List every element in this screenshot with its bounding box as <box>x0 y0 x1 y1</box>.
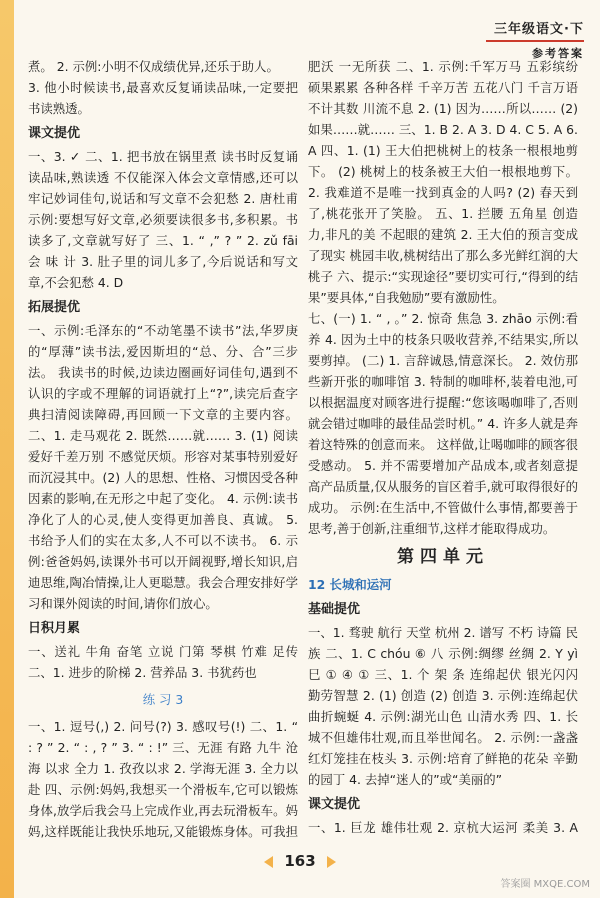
right-column <box>308 56 578 838</box>
paragraph: 3. 他小时候读书,最喜欢反复诵读品味,一定要把书读熟透。 <box>28 80 298 116</box>
paragraph: 一、3. ✓ 二、1. 把书放在锅里煮 读书时反复诵读品味,熟读透 不仅能深入体会文章情感,还可以牢记妙词佳句,说话和写文章不会犯愁 2. 唐杜甫 示例:要想写好文章,必须要读很多书,多积累。书读多了,文章就写好了 三、1. “ ,” ? ” 2. zǔ fāi 会 味 计 3. 肚子里的词儿多了,今后说话和写文章,不会犯愁 4. D <box>28 149 298 290</box>
paragraph: 肥沃 一无所获 二、1. 示例:千军万马 五彩缤纷 硕果累累 各种各样 千辛万苦 五花八门 千言万语 不计其数 川流不息 2. (1) 因为……所以…… (2) 如果……就…… 三、1. B 2. A 3. D 4. C 5. A 6. A 四、1. (1) 王大伯把桃树上的枝条一根根地剪下。 (2) 桃树上的枝条被王大伯一根根地剪下。 2. 我难道不是唯一找到真金的人吗? (2) 春天到了,桃花张开了笑脸。 五、1. 拦腰 五角星 创造力,非凡的美 不起眼的建筑 2. 王大伯的预言变成了现实 桃园丰收,桃树结出了那么多光鲜红润的大桃子 六、提示:“实现途径”要切实可行,“得到的结果”要具体,“自我勉励”要有激励性。 <box>308 59 578 305</box>
section-heading: 基础提优 <box>308 602 361 617</box>
paragraph: 一、示例:毛泽东的“不动笔墨不读书”法,华罗庚的“厚薄”读书法,爱因斯坦的“总、分、合”三步法。 我读书的时候,边读边圈画好词佳句,遇到不认识的字或不理解的词语就打上“?”,读完后查字典扫清阅读障碍,再回顾一下文章的主要内容。 二、1. 走马观花 2. 既然……就…… 3. (1) 阅读爱好千差万别 不感觉厌烦。形容对某事特别爱好而沉浸其中。(2) 人的思想、性格、习惯因受各种因素的影响,在无形之中起了变化。 4. 示例:读书净化了人的心灵,使人变得更加善良、真诚。 5. 书给予人们的实在太多,人不可以不读书。 6. 示例:爸爸妈妈,读课外书可以开阔视野,增长知识,启迪思维,陶冶情操,让人更聪慧。我会合理安排好学习和课外阅读的时间,请你们放心。 <box>28 323 298 611</box>
paragraph: 一、1. 逗号(,) 2. 问号(?) 3. 感叹号(!) 二、1. “ : ? ” 2. “ : , ? ” 3. “ : !” 三、无涯 有路 九牛 沧海 以求 全力 1. 孜孜以求 2. 学海无涯 3. 全力以赴 四、示例:妈妈,我想买一个滑板车,它可以锻炼身体,放学后我会马上完成作业,再去玩滑板车。妈妈,这样既能让我快乐地玩,又能锻炼身体。可我担 <box>28 719 298 838</box>
next-arrow-icon <box>327 856 336 868</box>
side-color-strip <box>0 0 14 898</box>
paragraph: 七、(一) 1. “ , 。” 2. 惊奇 焦急 3. zhāo 示例:看养 4. 因为土中的枝条只吸收营养,不结果实,所以要剪掉。 (二) 1. 言辞诚恳,情意深长。 2. 效仿那些新开张的咖啡馆 3. 特制的咖啡杯,装着电池,可以根据温度对顾客进行提醒:“您该喝咖啡了,否则就会错过咖啡的最佳品尝时机。” 4. 许多人就是奔着这特殊的创意而来。 这样做,让喝咖啡的顾客很受感动。 5. 并不需要增加产品成本,或者刻意提高产品质量,仅从服务的盲区着手,就可取得很好的成功。 示例:在生活中,不管做什么事情,都要善于思考,善于创新,注重细节,这样才能取得成功。 <box>308 311 578 536</box>
header-rule <box>486 40 584 42</box>
paragraph: 煮。 2. 示例:小明不仅成绩优异,还乐于助人。 <box>28 59 279 74</box>
paragraph: 一、送礼 牛角 奋笔 立说 门第 琴棋 竹难 足传 二、1. 进步的阶梯 2. 营养品 3. 书犹药也 <box>28 644 298 680</box>
page-header <box>14 0 600 60</box>
page-number: 163 <box>284 852 316 870</box>
prev-arrow-icon <box>264 856 273 868</box>
header-subtitle: 参考答案 <box>532 47 584 60</box>
page-footer <box>0 851 600 870</box>
paragraph: 一、1. 骛驶 航行 天堂 杭州 2. 谱写 不朽 诗篇 民族 二、1. C chóu ⑥ 八 示例:绸缪 丝绸 2. Y yì 巳 ① ④ ① 三、1. 个 架 条 连绵起伏 银光闪闪 勤劳智慧 2. (1) 创造 (2) 创造 3. 示例:连绵起伏 曲折蜿蜒 4. 示例:湖光山色 山清水秀 四、1. 长城不但雄伟壮观,而且举世闻名。 2. 示例:一盏盏红灯笼挂在枝头 3. 示例:培育了鲜艳的花朵 辛勤的园丁 4. 去掉“迷人的”或“美丽的” <box>308 625 578 787</box>
left-column <box>28 56 298 838</box>
watermark: 答案圈 MXQE.COM <box>500 879 590 890</box>
lesson-title: 12 长城和运河 <box>308 577 392 592</box>
paragraph: 一、1. 巨龙 雄伟壮观 2. 京杭大运河 柔美 3. A <box>308 820 578 835</box>
unit-title: 第四单元 <box>397 547 489 567</box>
exercise-title: 练 习 3 <box>142 692 184 707</box>
header-subject: 三年级语文·下 <box>494 22 584 37</box>
section-heading: 日积月累 <box>28 621 81 636</box>
section-heading: 课文提优 <box>28 126 81 141</box>
header-badge <box>486 18 584 61</box>
section-heading: 课文提优 <box>308 797 361 812</box>
section-heading: 拓展提优 <box>28 300 81 315</box>
